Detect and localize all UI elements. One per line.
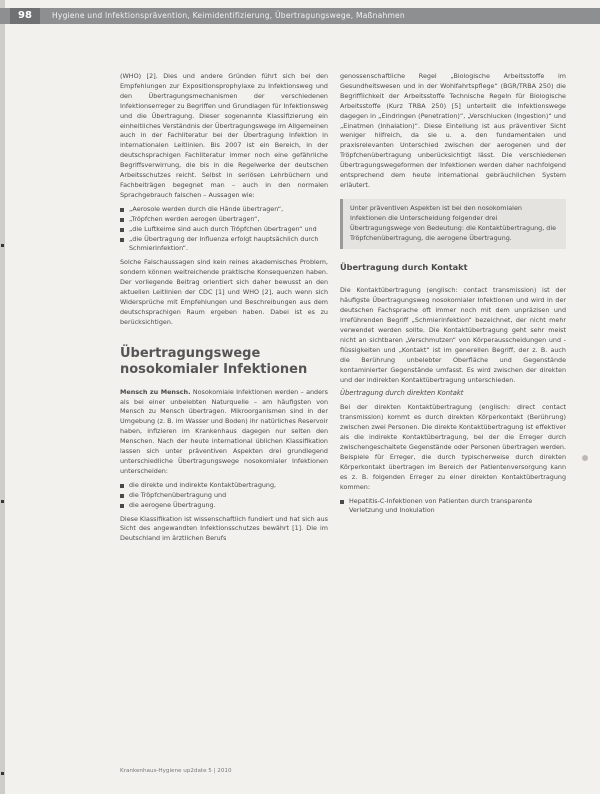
paragraph [120, 388, 328, 477]
page-footer: Krankenhaus-Hygiene up2date 5 | 2010 [120, 768, 232, 774]
page-spine [0, 0, 5, 794]
margin-mark [1, 500, 4, 503]
paragraph: Die Kontaktübertragung (englisch: contact transmission) ist der häufigste Übertragungsweg nosokomialer Infektionen und wird in der deutschen Fachsprache oft immer noch mit dem unpräzisen und irreführenden Begriff „Schmierinfektion“ bezeichnet, der nicht mehr verwendet werden sollte. Die Kontaktübertragung geht sehr meist nicht an sichtbaren „Verschmutzen“ von Körperausscheidungen und -flüssigkeiten und „Kontakt“ ist im generellen Begriff, der z. B. auch die Berührung unbelebter Oberfläche und Gegenstände kontaminierter Gegenstände umfasst. Es wird zwischen der direkten und der indirekten Kontaktübertragung unterschieden. [340, 286, 566, 384]
bullet-list [340, 497, 566, 517]
paragraph: Diese Klassifikation ist wissenschaftlich fundiert und hat sich aus Sicht des angewandten Infektionsschutzes bewährt [1]. Die im Deutschland im ärztlichen Berufs [120, 514, 328, 543]
paragraph: (WHO) [2]. Dies und andere Gründen führt sich bei den Empfehlungen zur Expositionsprophylaxe zu Infektionsweg und den Übertragungsmechanismen der verschiedenen Infektionserreger zu Begriffen und Grundlagen für Infektionsweg und die Übertragung. Dieser sogenannte Klassifizierung ein einheitliches Verständnis der Übertragungswege im Allgemeinen auch in der Fachliteratur bei der Übertragung Infektion in internationalen Leitlinien. Bis 2007 ist ein Bereich, in der deutschsprachigen Fachliteratur immer noch eine gefährliche Begriffsverwirrung, die bis in die Regelwerke der deutschen Arbeitsschutzes reicht. Selbst in seriösen Lehrbüchern und Fachbeiträgen begegnet man – auch in den normalen Sprachgebrauch falschen – Aussagen wie: [120, 72, 328, 199]
list-item: „Aerosole werden durch die Hände übertragen“, [120, 205, 328, 215]
list-item: die direkte und indirekte Kontaktübertragung, [120, 481, 328, 491]
bullet-list [120, 481, 328, 511]
running-title: Hygiene und Infektionsprävention, Keimidentifizierung, Übertragungswege, Maßnahmen [52, 11, 405, 20]
summary-box: Unter präventiven Aspekten ist bei den nosokomialen Infektionen die Unterscheidung folgender drei Übertragungswege von Bedeutung: die Kontaktübertragung, die Tröpfchenübertragung, die aerogene Übertragung. [340, 199, 566, 249]
left-column [120, 72, 328, 548]
list-item: die Tröpfchenübertragung und [120, 491, 328, 501]
margin-mark [1, 772, 4, 775]
list-item: „die Übertragung der Influenza erfolgt hauptsächlich durch Schmierinfektion“. [120, 235, 328, 255]
paragraph: genossenschaftliche Regel „Biologische Arbeitsstoffe im Gesundheitswesen und in der Wohlfahrtspflege“ (BGR/TRBA 250) die Begrifflichkeit der Arbeitsstoffe Technische Regeln für Biologische Arbeitsstoffe (Kurz TRBA 250) [5] unterteilt die Infektionswege dagegen in „Eindringen (Penetration)“, „Verschlucken (Ingestion)“ und „Einatmen (Inhalation)“. Diese Einteilung ist aus präventiver Sicht weniger hilfreich, da sie u. a. den fundamentalen und praxisrelevanten Unterschied zwischen der aerogenen und der Tröpfchenübertragung unberücksichtigt lässt. Die verschiedenen Übertragungswegeformen der Infektionen werden daher nachfolgend entsprechend dem heute international gebräuchlichen System erläutert. [340, 72, 566, 189]
list-item: Hepatitis-C-Infektionen von Patienten durch transparente Verletzung und Inokulation [340, 497, 566, 517]
bullet-list [120, 205, 328, 255]
list-item: „die Luftkeime sind auch durch Tröpfchen übertragen“ und [120, 225, 328, 235]
subsubsection-title: Übertragung durch direkten Kontakt [340, 389, 464, 398]
subsection-title: Übertragung durch Kontakt [340, 261, 468, 272]
paragraph: Solche Falschaussagen sind kein reines akademisches Problem, sondern können weitreichende praktische Konsequenzen haben. Der vorliegende Beitrag orientiert sich daher bewusst an den aktuellen Leitlinien der CDC [1] und WHO [2], auch wenn sich Widersprüche mit Empfehlungen und Beschreibungen aus dem deutschsprachigen Raum ergeben haben. Dabei ist es zu berücksichtigen. [120, 258, 328, 326]
section-title: Übertragungswege nosokomialer Infektionen [120, 345, 308, 377]
scan-speck [582, 455, 588, 461]
page-number: 98 [10, 8, 40, 24]
margin-mark [1, 244, 4, 247]
right-column [340, 72, 566, 520]
paragraph-text: Nosokomiale Infektionen werden – anders als bei einer unbelebten Naturquelle – am häufigsten von Mensch zu Mensch übertragen. Mikroorganismen sind in der Umgebung (z. B. im Wasser und Boden) ihr natürliches Reservoir haben, infizieren im Krankenhaus dagegen nur selten den Menschen. Nach der heute international üblichen Klassifikation lassen sich unter präventiven Aspekten drei grundlegend unterschiedliche Übertragungswege nosokomialer Infektionen unterscheiden: [120, 387, 328, 475]
run-in-heading: Mensch zu Mensch. [120, 387, 191, 396]
list-item: die aerogene Übertragung. [120, 501, 328, 511]
paragraph: Bei der direkten Kontaktübertragung (englisch: direct contact transmission) kommt es durch direkten Körperkontakt (Berührung) zwischen zwei Personen. Die direkte Kontaktübertragung ist effektiver als die indirekte Kontaktübertragung, bei der die Erreger durch zwischengeschaltete Gegenstände oder Personen übertragen werden. Beispiele für Erreger, die durch typischerweise durch direkten Körperkontakt übertragen im Bereich der Patientenversorgung kann es z. B. folgenden Erreger zu einer direkten Kontaktübertragung kommen: [340, 403, 566, 491]
list-item: „Tröpfchen werden aerogen übertragen“, [120, 215, 328, 225]
